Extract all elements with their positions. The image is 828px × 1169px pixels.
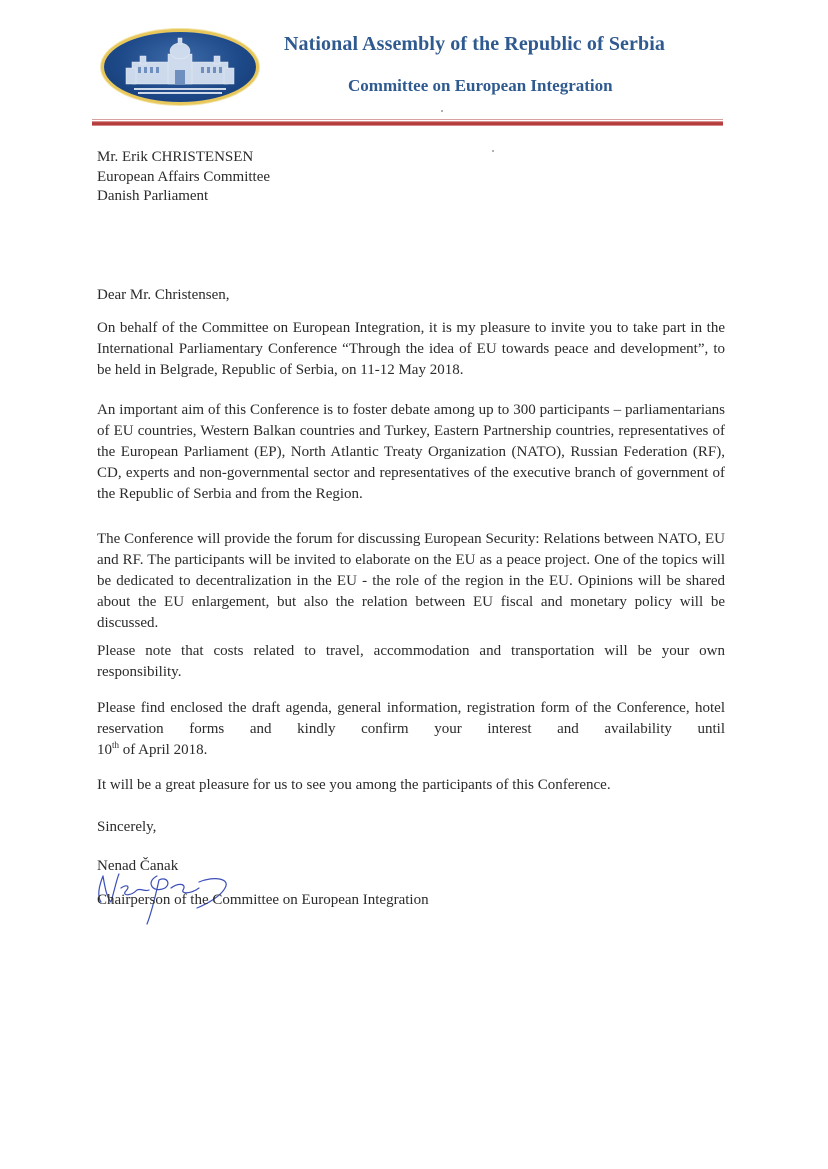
paragraph-pleasure: It will be a great pleasure for us to see you among the participants of this Conference.	[97, 777, 611, 793]
closing: Sincerely,	[97, 819, 157, 835]
header-divider	[92, 121, 723, 126]
salutation: Dear Mr. Christensen,	[97, 287, 230, 303]
signer-title: Chairperson of the Committee on European Integration	[97, 892, 429, 908]
institution-name: National Assembly of the Republic of Serbia	[284, 33, 665, 55]
deadline-suffix: th	[112, 740, 120, 750]
deadline-day: 10	[97, 742, 112, 758]
letterhead	[0, 0, 828, 140]
recipient-committee: European Affairs Committee	[97, 168, 271, 185]
enclosures-text: Please find enclosed the draft agenda, general information, registration form of the Conference, hotel reservation forms and kindly confirm your interest and availability until	[97, 700, 725, 737]
signer-name: Nenad Čanak	[97, 858, 179, 874]
paragraph-forum: The Conference will provide the forum for discussing European Security: Relations between NATO, EU and RF. The participants will be invited to elaborate on the EU as a peace project. One of the topics will be dedicated to decentralization in the EU - the role of the region in the EU. Opinions will be shared about the EU enlargement, but also the relation between EU fiscal and monetary policy will be discussed.	[97, 531, 725, 631]
parliament-emblem-icon	[104, 32, 256, 102]
paragraph-costs: Please note that costs related to travel, accommodation and transportation will be your own responsibility.	[97, 643, 725, 680]
committee-name: Committee on European Integration	[348, 76, 613, 95]
header-divider-line	[92, 119, 723, 120]
paragraph-aim: An important aim of this Conference is to foster debate among up to 300 participants – parliamentarians of EU countries, Western Balkan countries and Turkey, Eastern Partnership countries, representatives of the European Parliament (EP), North Atlantic Treaty Organization (NATO), Russian Federation (RF), CD, experts and non-governmental sector and representatives of the executive branch of government of the Republic of Serbia and from the Region.	[97, 402, 725, 502]
deadline-date	[97, 740, 725, 761]
scan-speck	[441, 110, 443, 112]
paragraph-invitation: On behalf of the Committee on European Integration, it is my pleasure to invite you to take part in the International Parliamentary Conference “Through the idea of EU towards peace and development”, to be held in Belgrade, Republic of Serbia, on 11-12 May 2018.	[97, 320, 725, 378]
parliament-building-icon	[104, 32, 256, 102]
recipient-address	[97, 148, 725, 207]
recipient-name: Mr. Erik CHRISTENSEN	[97, 149, 254, 165]
deadline-rest: of April 2018.	[119, 742, 208, 758]
paragraph-enclosures	[97, 698, 725, 761]
recipient-organization: Danish Parliament	[97, 188, 209, 204]
